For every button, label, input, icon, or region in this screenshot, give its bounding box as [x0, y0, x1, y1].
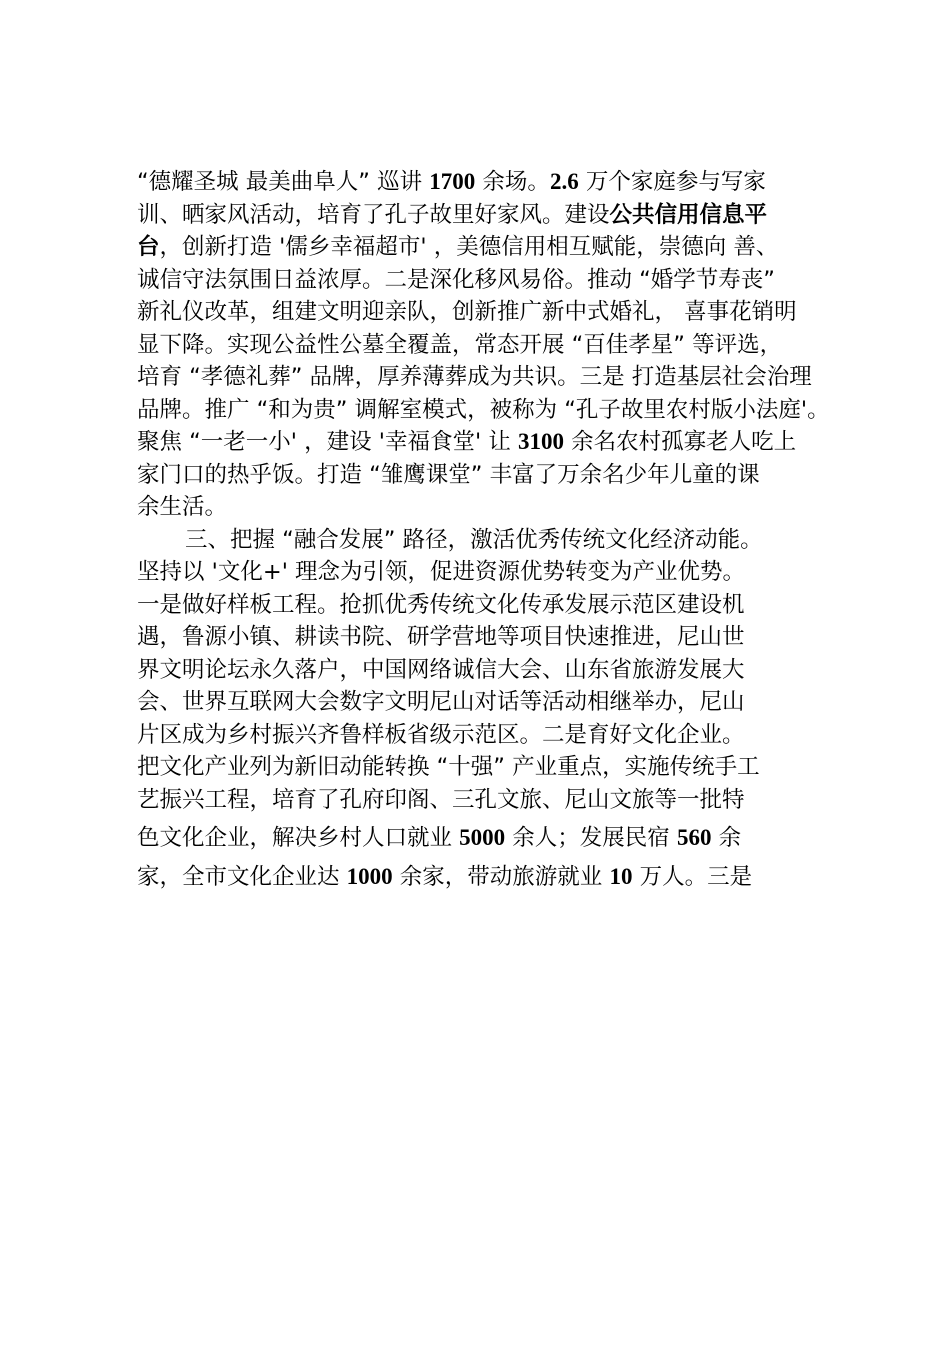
text-line: 坚持以 '文化+' 理念为引领，促进资源优势转变为产业优势。	[137, 559, 746, 585]
text-line: 诚信守法氛围日益浓厚。二是深化移风易俗。推动 “婚学节寿丧”	[137, 266, 775, 293]
text-line: 把文化产业列为新旧动能转换 “十强” 产业重点，实施传统手工	[137, 754, 760, 780]
document-body	[137, 166, 857, 893]
text-line: 培育 “孝德礼葬” 品牌，厚养薄葬成为共识。三是 打造基层社会治理	[137, 364, 812, 390]
text-line: 会、世界互联网大会数字文明尼山对话等活动相继举办，尼山	[137, 689, 745, 715]
text-line: 训、晒家风活动，培育了孔子故里好家风。建设公共信用信息平	[137, 201, 768, 228]
section-heading: 三、把握 “融合发展” 路径，激活优秀传统文化经济动能。	[185, 526, 763, 553]
bold-phrase: 公共信用信息平	[609, 201, 768, 228]
text-line: 家门口的热乎饭。打造 “雏鹰课堂” 丰富了万余名少年儿童的课	[137, 461, 760, 488]
text-line: “德耀圣城 最美曲阜人” 巡讲 1700 余场。2.6 万个家庭参与写家	[137, 169, 766, 195]
text-line: 品牌。推广 “和为贵” 调解室模式，被称为 “孔子故里农村版小法庭'。	[137, 396, 830, 423]
text-line: 艺振兴工程，培育了孔府印阁、三孔文旅、尼山文旅等一批特	[137, 786, 745, 813]
bold-phrase: 台	[137, 234, 160, 260]
text-line: 一是做好样板工程。抢抓优秀传统文化传承发展示范区建设机	[137, 591, 745, 618]
text-line: 色文化企业，解决乡村人口就业 5000 余人；发展民宿 560 余	[137, 825, 742, 851]
text-line: 片区成为乡村振兴齐鲁样板省级示范区。二是育好文化企业。	[137, 721, 745, 748]
text-line: 新礼仪改革，组建文明迎亲队，创新推广新中式婚礼， 喜事花销明	[137, 299, 797, 325]
text-line: 家，全市文化企业达 1000 余家，带动旅游就业 10 万人。三是	[137, 863, 753, 890]
text-line: 界文明论坛永久落户，中国网络诚信大会、山东省旅游发展大	[137, 656, 745, 683]
text-line: 遇，鲁源小镇、耕读书院、研学营地等项目快速推进，尼山世	[137, 624, 745, 650]
text-line: 余生活。	[137, 494, 228, 520]
text-line: 聚焦 “一老一小' ，建设 '幸福食堂' 让 3100 余名农村孤寡老人吃上	[137, 429, 797, 455]
text-line: 台，创新打造 '儒乡幸福超市' ，美德信用相互赋能，崇德向 善、	[137, 234, 779, 260]
text-line: 显下降。实现公益性公墓全覆盖，常态开展 “百佳孝星” 等评选，	[137, 331, 783, 358]
